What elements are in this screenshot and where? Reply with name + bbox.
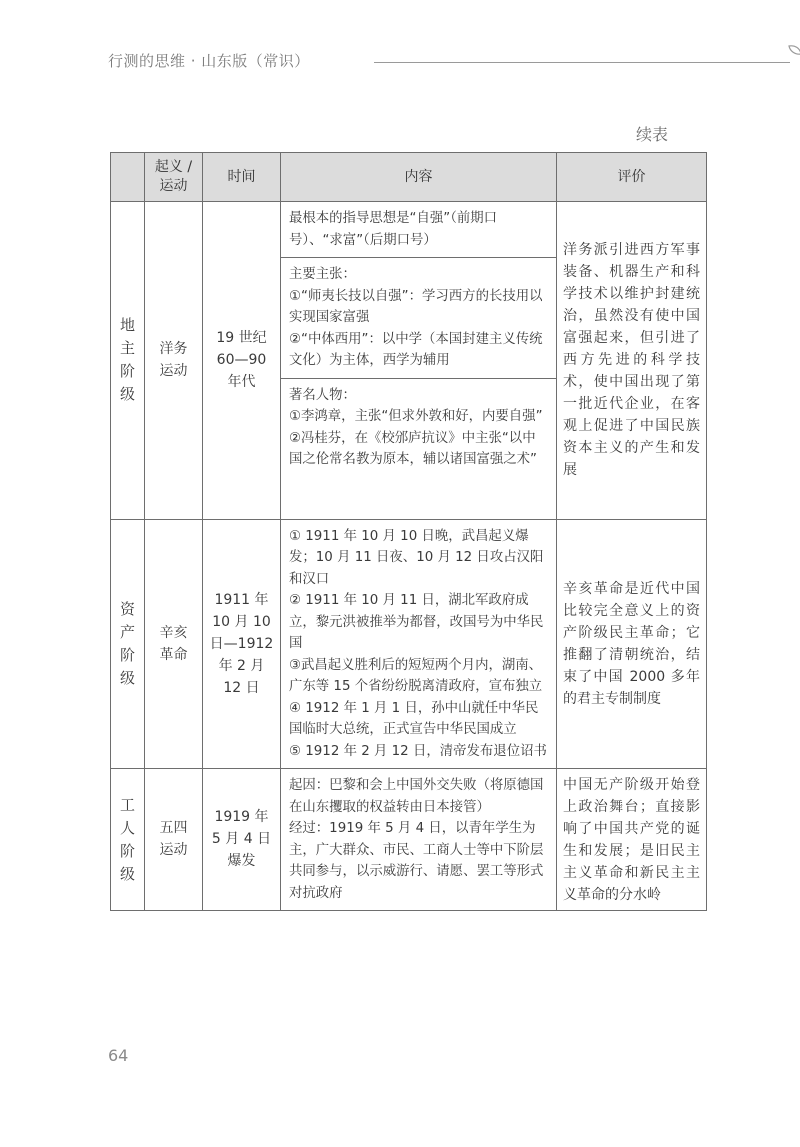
movement-label: 洋务运动 bbox=[159, 341, 188, 379]
class-label: 资产阶级 bbox=[119, 599, 135, 687]
header-evaluation: 评价 bbox=[557, 153, 707, 202]
content-cell bbox=[281, 519, 557, 769]
content-cell bbox=[281, 258, 557, 379]
content-cell bbox=[281, 202, 557, 258]
table-header-row bbox=[111, 153, 707, 202]
evaluation-text: 洋务派引进西方军事装备、机器生产和科学技术以维护封建统治，虽然没有使中国富强起来，但引进了西方先进的科学技术，使中国出现了第一批近代企业，在客观上促进了中国民族资本主义的产生和发展 bbox=[563, 242, 700, 479]
content-line: ② 1911 年 10 月 11 日，湖北军政府成立，黎元洪被推举为都督，改国号为中华民国 bbox=[289, 593, 544, 651]
class-label: 工人阶级 bbox=[119, 795, 135, 883]
time-cell bbox=[203, 769, 281, 911]
content-line: ②冯桂芬，在《校邠庐抗议》中主张“以中国之伦常名教为原本，辅以诸国富强之术” bbox=[289, 430, 537, 467]
history-table bbox=[110, 152, 707, 911]
movement-cell bbox=[145, 769, 203, 911]
time-label: 1919 年 5 月 4 日爆发 bbox=[211, 809, 272, 870]
evaluation-text: 辛亥革命是近代中国比较完全意义上的资产阶级民主革命；它推翻了清朝统治，结束了中国 2000 多年的君主专制制度 bbox=[563, 580, 700, 707]
evaluation-cell bbox=[557, 519, 707, 769]
movement-label: 五四运动 bbox=[159, 820, 188, 859]
class-label-cell bbox=[111, 519, 145, 769]
class-label-cell bbox=[111, 769, 145, 911]
movement-cell bbox=[145, 202, 203, 520]
continued-label: 续表 bbox=[636, 125, 669, 144]
header-time: 时间 bbox=[203, 153, 281, 202]
content-line: ①李鸿章，主张“但求外敦和好，内要自强” bbox=[289, 409, 543, 424]
header-content: 内容 bbox=[281, 153, 557, 202]
content-line: 起因：巴黎和会上中国外交失败（将原德国在山东攫取的权益转由日本接管） bbox=[289, 778, 544, 815]
header-movement-text: 起义 / 运动 bbox=[154, 159, 193, 194]
header-rule bbox=[374, 62, 790, 63]
time-label: 1911 年 10 月 10 日—1912 年 2 月 12 日 bbox=[209, 591, 274, 696]
sprout-icon bbox=[786, 44, 800, 66]
movement-cell bbox=[145, 519, 203, 769]
time-cell bbox=[203, 202, 281, 520]
header-title: 行测的思维 · 山东版（常识） bbox=[108, 52, 310, 70]
table-row bbox=[111, 769, 707, 911]
content-line: 最根本的指导思想是“自强”（前期口号）、“求富”（后期口号） bbox=[289, 211, 498, 248]
movement-label: 辛亥革命 bbox=[159, 624, 188, 663]
page-number: 64 bbox=[108, 1046, 129, 1065]
content-line: ①“师夷长技以自强”：学习西方的长技用以实现国家富强 bbox=[289, 288, 543, 325]
content-line: ③武昌起义胜利后的短短两个月内，湖南、广东等 15 个省纷纷脱离清政府，宣布独立 bbox=[289, 657, 543, 694]
content-line: ⑤ 1912 年 2 月 12 日，清帝发布退位诏书 bbox=[289, 743, 547, 759]
evaluation-text: 中国无产阶级开始登上政治舞台；直接影响了中国共产党的诞生和发展；是旧民主主义革命和新民主主义革命的分水岭 bbox=[563, 776, 700, 903]
evaluation-cell bbox=[557, 202, 707, 520]
evaluation-cell bbox=[557, 769, 707, 911]
content-line: ① 1911 年 10 月 10 日晚，武昌起义爆发；10 月 11 日夜、10 月 12 日攻占汉阳和汉口 bbox=[289, 528, 544, 587]
class-label: 地主阶级 bbox=[119, 316, 135, 404]
time-cell bbox=[203, 519, 281, 769]
running-header bbox=[108, 50, 708, 76]
content-line: 著名人物： bbox=[289, 387, 356, 403]
content-line: ②“中体西用”：以中学（本国封建主义传统文化）为主体，西学为辅用 bbox=[289, 331, 543, 368]
table-row bbox=[111, 202, 707, 258]
header-blank bbox=[111, 153, 145, 202]
content-line: 主要主张： bbox=[289, 267, 356, 282]
content-line: 经过：1919 年 5 月 4 日，以青年学生为主，广大群众、市民、工商人士等中下阶层共同参与，以示威游行、请愿、罢工等形式对抗政府 bbox=[289, 821, 544, 901]
header-movement bbox=[145, 153, 203, 202]
content-cell bbox=[281, 769, 557, 911]
content-cell bbox=[281, 378, 557, 519]
content-line: ④ 1912 年 1 月 1 日，孙中山就任中华民国临时大总统，正式宣告中华民国成立 bbox=[289, 700, 539, 737]
time-label: 19 世纪 60—90 年代 bbox=[216, 330, 267, 390]
class-label-cell bbox=[111, 202, 145, 520]
table-row bbox=[111, 519, 707, 769]
